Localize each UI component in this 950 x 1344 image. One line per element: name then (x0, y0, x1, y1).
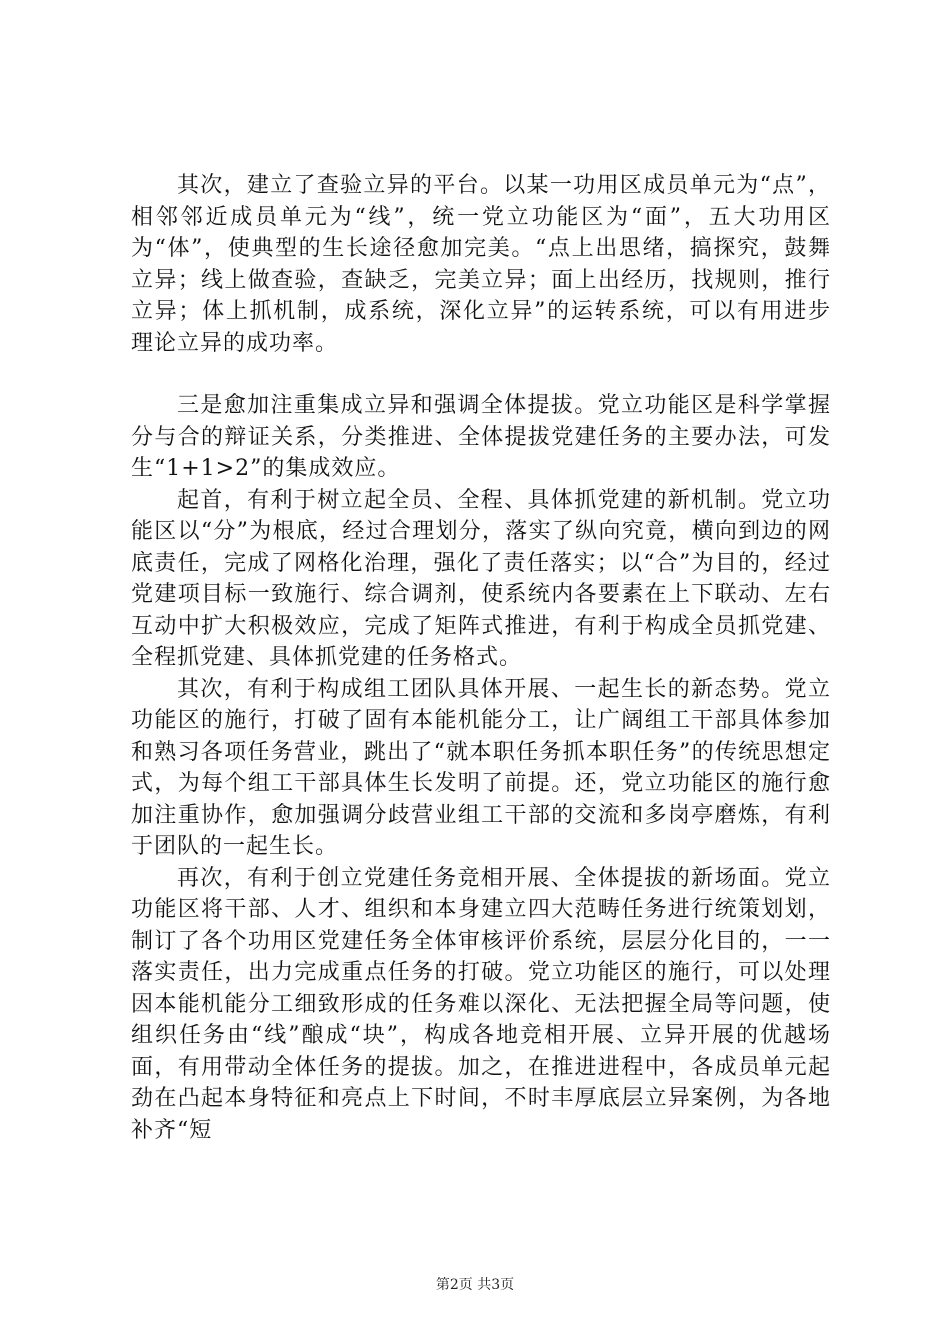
paragraph-new-situation: 再次，有利于创立党建任务竞相开展、全体提拔的新场面。党立功能区将干部、人才、组织和本身建立四大范畴任务进行统策划划，制订了各个功用区党建任务全体审核评价系统，层层分化目的，一一落实责任，出力完成重点任务的打破。党立功能区的施行，可以处理因本能机能分工细致形成的任务难以深化、无法把握全局等问题，使组织任务由“线”酿成“块”，构成各地竞相开展、立异开展的优越场面，有用带动全体任务的提拔。加之，在推进进程中，各成员单元起劲在凸起本身特征和亮点上下时间，不时丰厚底层立异案例，为各地补齐“短 (131, 865, 831, 1143)
paragraph-innovation-platform: 其次，建立了查验立异的平台。以某一功用区成员单元为“点”，相邻邻近成员单元为“线”，统一党立功能区为“面”，五大功用区为“体”，使典型的生长途径愈加完美。“点上出思绪，搞探究，鼓舞立异；线上做查验，查缺乏，完美立异；面上出经历，找规则，推行立异；体上抓机制，成系统，深化立异”的运转系统，可以有用进步理论立异的成功率。 (131, 173, 831, 356)
document-body (131, 170, 831, 1146)
paragraph-integrated-innovation: 三是愈加注重集成立异和强调全体提拔。党立功能区是科学掌握分与合的辩证关系，分类推进、全体提拔党建任务的主要办法，可发生“1+1>2”的集成效应。 (131, 393, 831, 481)
paragraph-team-development: 其次，有利于构成组工团队具体开展、一起生长的新态势。党立功能区的施行，打破了固有本能机能分工，让广阔组工干部具体参加和熟习各项任务营业，跳出了“就本职任务抓本职任务”的传统思想定式，为每个组工干部具体生长发明了前提。还，党立功能区的施行愈加注重协作，愈加强调分歧营业组工干部的交流和多岗亭磨炼，有利于团队的一起生长。 (131, 676, 831, 859)
paragraph-new-mechanism: 起首，有利于树立起全员、全程、具体抓党建的新机制。党立功能区以“分”为根底，经过合理划分，落实了纵向究竟，横向到边的网底责任，完成了网格化治理，强化了责任落实；以“合”为目的，经过党建项目标一致施行、综合调剂，使系统内各要素在上下联动、左右互动中扩大积极效应，完成了矩阵式推进，有利于构成全员抓党建、全程抓党建、具体抓党建的任务格式。 (131, 487, 831, 670)
page-number-footer: 第2页 共3页 (435, 1277, 515, 1293)
